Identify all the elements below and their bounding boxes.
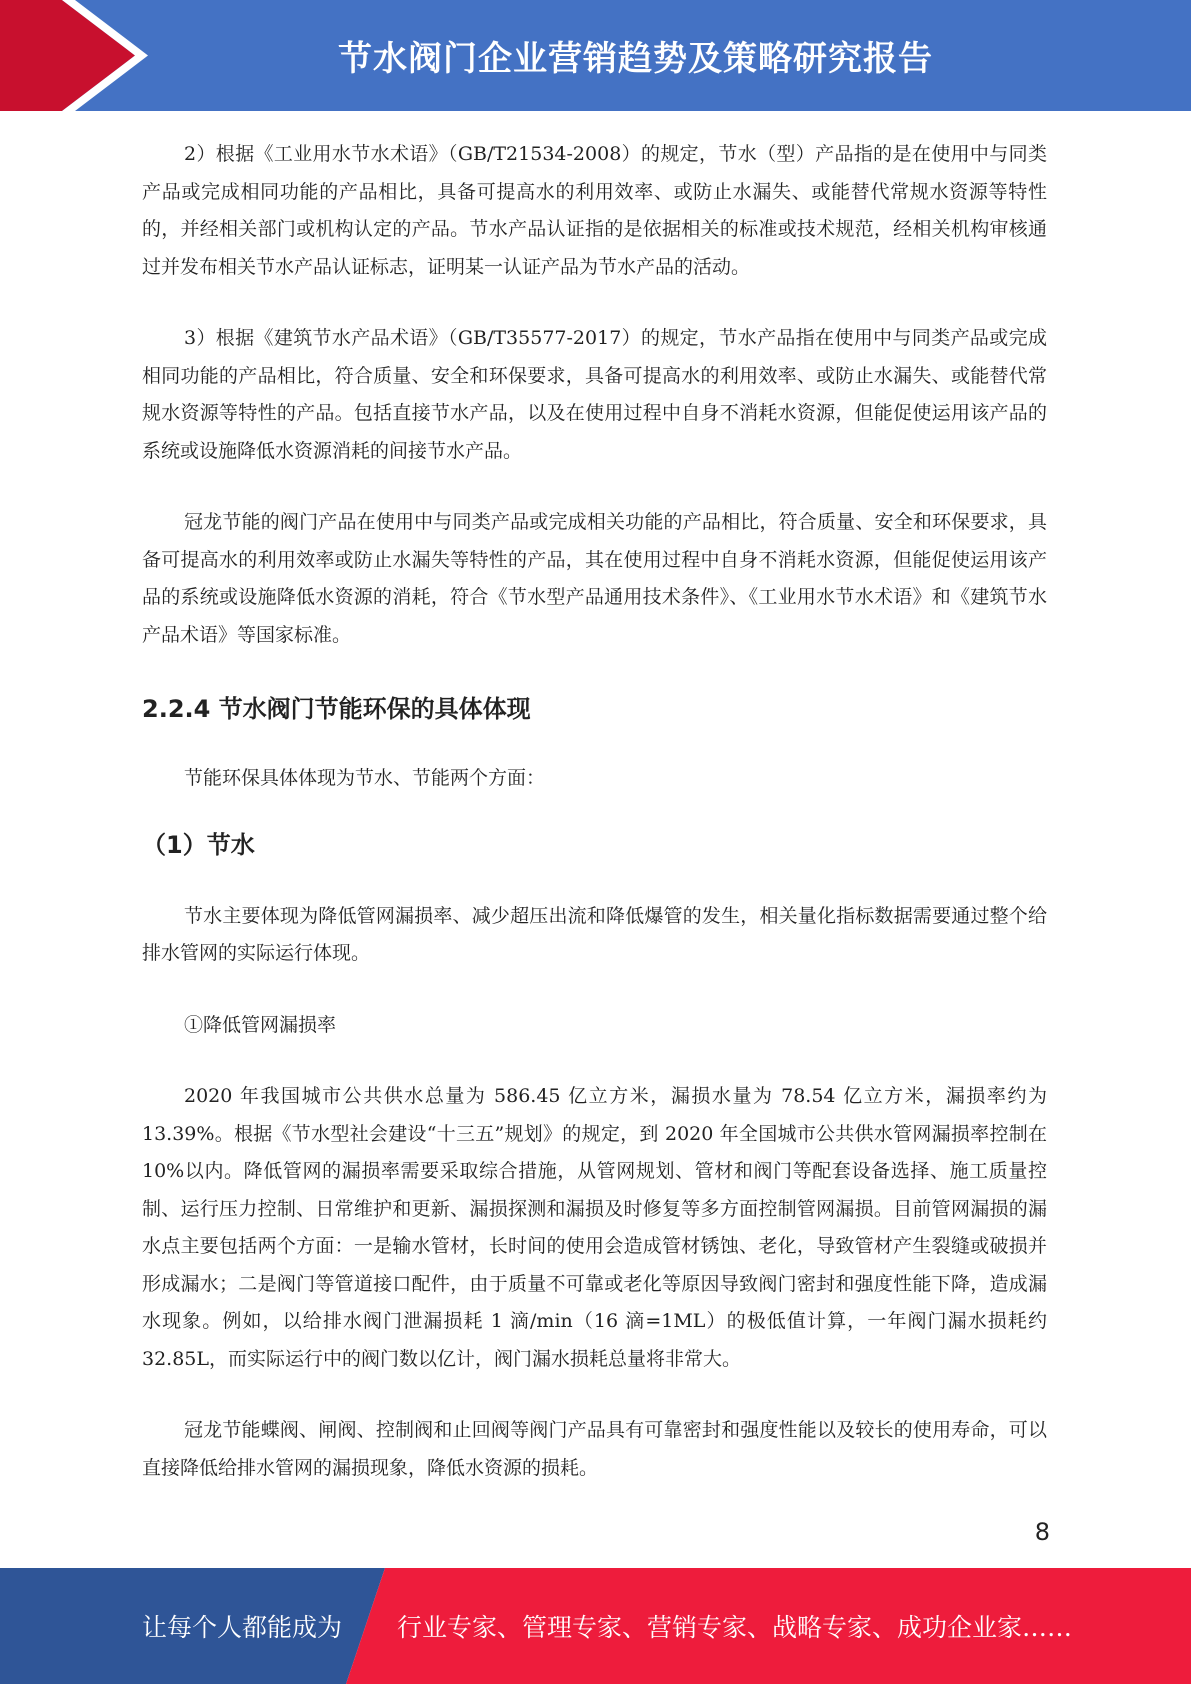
header-bar	[0, 0, 1191, 111]
paragraph-intro-aspects: 节能环保具体体现为节水、节能两个方面：	[184, 767, 546, 789]
paragraph-guanlong-valves: 冠龙节能蝶阀、闸阀、控制阀和止回阀等阀门产品具有可靠密封和强度性能以及较长的使用寿命，可以直接降低给排水管网的漏损现象，降低水资源的损耗。	[142, 1419, 1047, 1479]
subsection-heading-water-saving: （1）节水	[142, 830, 255, 859]
footer-slogan-right: 行业专家、管理专家、营销专家、战略专家、成功企业家……	[397, 1613, 1073, 1642]
paragraph-water-saving-summary: 节水主要体现为降低管网漏损率、减少超压出流和降低爆管的发生，相关量化指标数据需要通过整个给排水管网的实际运行体现。	[142, 904, 1047, 964]
paragraph-item-reduce-leakage: ①降低管网漏损率	[184, 1013, 337, 1036]
footer-slogan-left: 让每个人都能成为	[142, 1613, 343, 1642]
paragraph-terminology-building: 3）根据《建筑节水产品术语》（GB/T35577-2017）的规定，节水产品指在使用中与同类产品或完成相同功能的产品相比，符合质量、安全和环保要求，具备可提高水的利用效率、或防止水漏失、或能替代常规水资源等特性的产品。包括直接节水产品，以及在使用过程中自身不消耗水资源，但能促使运用该产品的系统或设施降低水资源消耗的间接节水产品。	[142, 327, 1047, 462]
report-title: 节水阀门企业营销趋势及策略研究报告	[338, 39, 933, 79]
paragraph-terminology-industrial: 2）根据《工业用水节水术语》（GB/T21534-2008）的规定，节水（型）产品指的是在使用中与同类产品或完成相同功能的产品相比，具备可提高水的利用效率、或防止水漏失、或能替代常规水资源等特性的，并经相关部门或机构认定的产品。节水产品认证指的是依据相关的标准或技术规范，经相关机构审核通过并发布相关节水产品认证标志，证明某一认证产品为节水产品的活动。	[142, 143, 1047, 278]
page-number: 8	[1034, 1518, 1050, 1546]
paragraph-guanlong-products: 冠龙节能的阀门产品在使用中与同类产品或完成相关功能的产品相比，符合质量、安全和环保要求，具备可提高水的利用效率或防止水漏失等特性的产品，其在使用过程中自身不消耗水资源，但能促使运用该产品的系统或设施降低水资源的消耗，符合《节水型产品通用技术条件》、《工业用水节水术语》和《建筑节水产品术语》等国家标准。	[142, 511, 1047, 646]
page-content	[142, 136, 1047, 1487]
footer-bar	[0, 1568, 1191, 1684]
paragraph-leakage-statistics: 2020 年我国城市公共供水总量为 586.45 亿立方米，漏损水量为 78.54 亿立方米，漏损率约为 13.39%。根据《节水型社会建设“十三五”规划》的规定，到 2020 年全国城市公共供水管网漏损率控制在 10%以内。降低管网的漏损率需要采取综合措施，从管网规划、管材和阀门等配套设备选择、施工质量控制、运行压力控制、日常维护和更新、漏损探测和漏损及时修复等多方面控制管网漏损。目前管网漏损的漏水点主要包括两个方面：一是输水管材，长时间的使用会造成管材锈蚀、老化，导致管材产生裂缝或破损并形成漏水；二是阀门等管道接口配件，由于质量不可靠或老化等原因导致阀门密封和强度性能下降，造成漏水现象。例如，以给排水阀门泄漏损耗 1 滴/min（16 滴=1ML）的极低值计算，一年阀门漏水损耗约 32.85L，而实际运行中的阀门数以亿计，阀门漏水损耗总量将非常大。	[142, 1085, 1047, 1370]
section-heading-2-2-4: 2.2.4 节水阀门节能环保的具体体现	[142, 695, 531, 723]
